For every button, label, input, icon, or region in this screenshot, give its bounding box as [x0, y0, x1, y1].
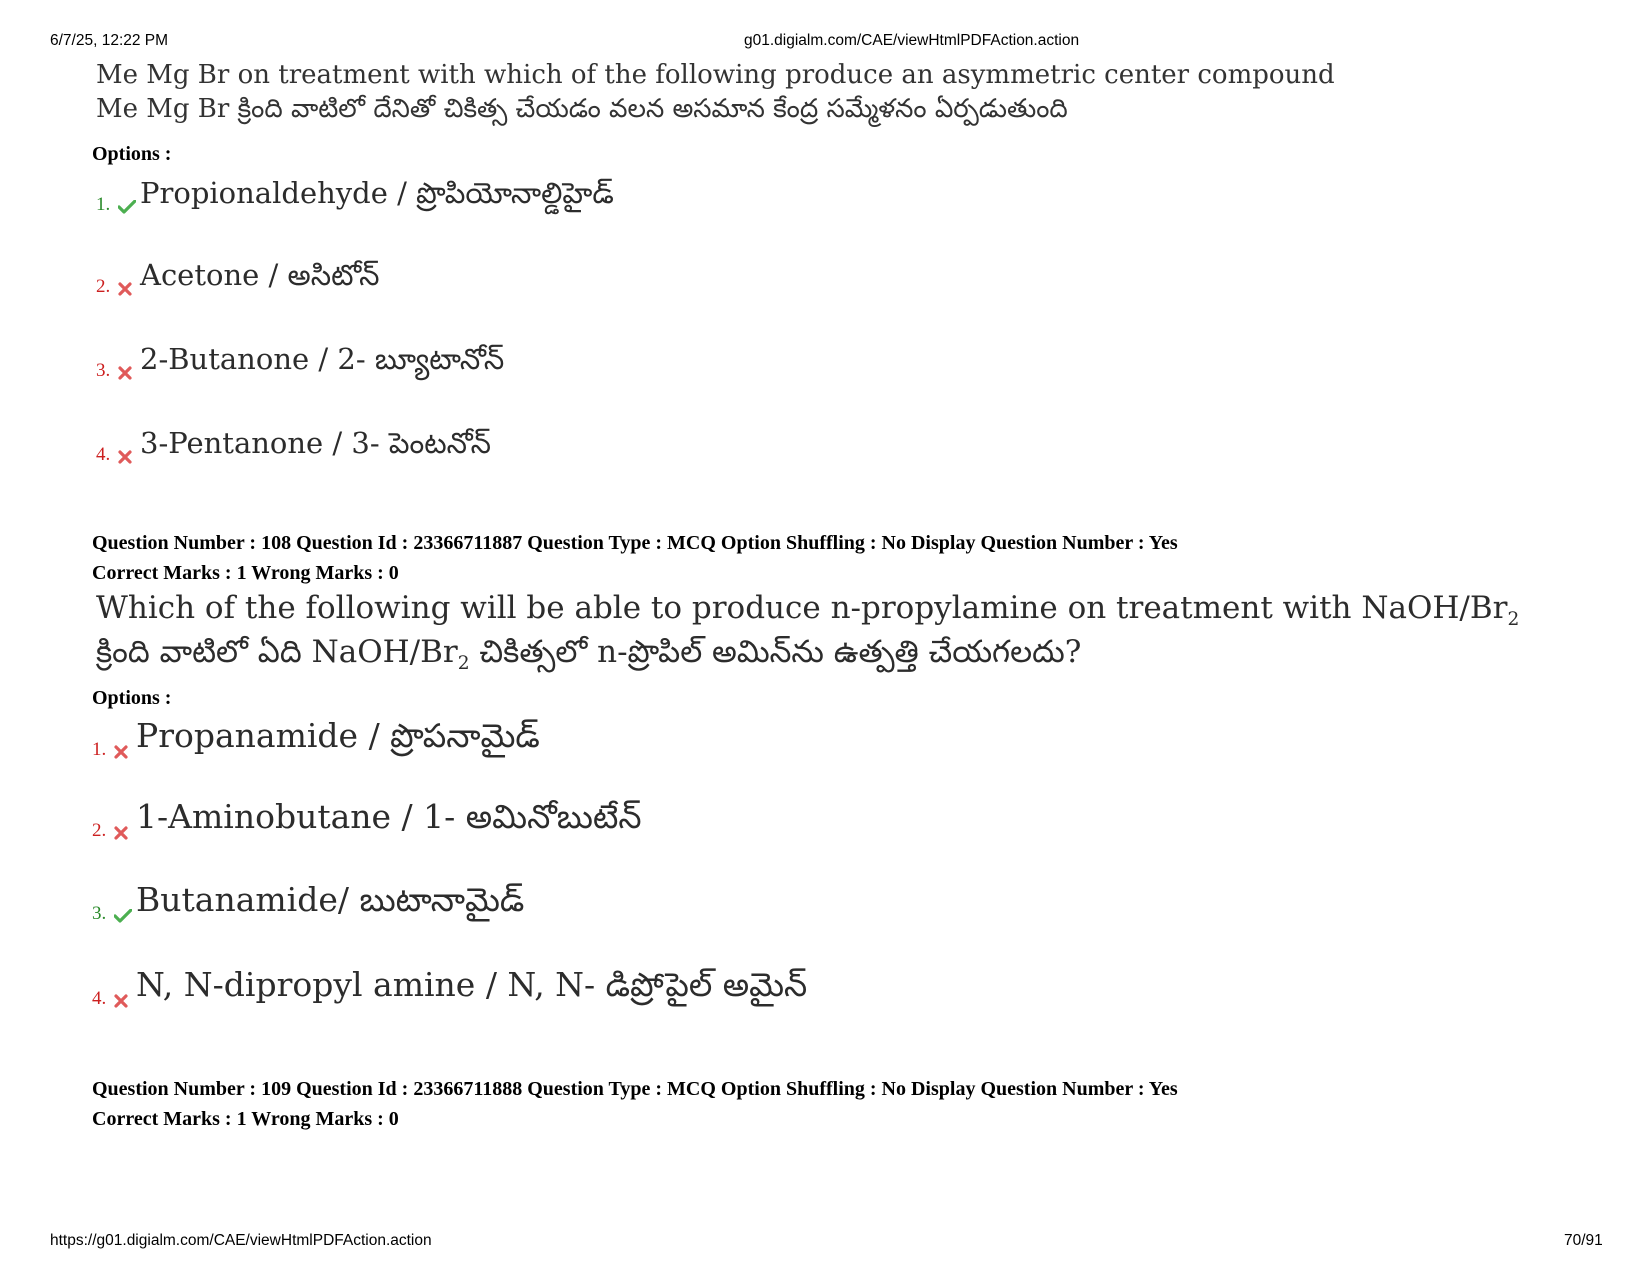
option-4 — [96, 426, 1626, 468]
footer-url: https://g01.digialm.com/CAE/viewHtmlPDFAction.action — [50, 1232, 432, 1249]
question-text-te — [96, 632, 1626, 677]
option-number: 2. — [96, 275, 111, 297]
question-109 — [92, 1074, 1626, 1134]
question-text-te-post: చికిత్సలో n-ప్రొపిల్ అమిన్‌ను ఉత్పత్తి చేయగలదు? — [469, 634, 1082, 671]
question-marks: Correct Marks : 1 Wrong Marks : 0 — [92, 561, 399, 584]
option-text: 3-Pentanone / 3- పెంటనోన్ — [140, 425, 492, 460]
option-text: 2-Butanone / 2- బ్యూటానోన్ — [140, 341, 505, 376]
cross-icon — [118, 282, 140, 296]
cross-icon — [118, 366, 140, 380]
question-107 — [92, 58, 1626, 468]
option-number: 1. — [92, 739, 107, 761]
question-marks: Correct Marks : 1 Wrong Marks : 0 — [92, 1108, 399, 1131]
option-number: 4. — [92, 988, 107, 1010]
subscript: 2 — [457, 653, 470, 675]
footer-page-number: 70/91 — [1564, 1232, 1603, 1249]
question-text-te-pre: క్రింది వాటిలో ఏది NaOH/Br — [96, 634, 458, 671]
option-2 — [96, 258, 1626, 300]
header-url: g01.digialm.com/CAE/viewHtmlPDFAction.action — [744, 32, 1080, 49]
option-number: 3. — [92, 903, 107, 925]
option-text: Acetone / అసిటోన్ — [140, 257, 380, 292]
options-label: Options : — [92, 142, 172, 165]
cross-icon — [114, 826, 136, 840]
cross-icon — [118, 450, 140, 464]
header-datetime: 6/7/25, 12:22 PM — [50, 32, 169, 49]
question-text-en: Me Mg Br on treatment with which of the following produce an asymmetric center compound — [96, 60, 1335, 90]
option-text: 1-Aminobutane / 1- అమినోబుటేన్ — [136, 797, 642, 837]
question-meta: Question Number : 108 Question Id : 23366711887 Question Type : MCQ Option Shuffling : No Display Question Number : Yes — [92, 531, 1178, 554]
option-number: 3. — [96, 359, 111, 381]
question-108 — [92, 528, 1626, 1012]
option-text: N, N-dipropyl amine / N, N- డిప్రోపైల్ అమైన్ — [136, 965, 808, 1005]
option-2 — [92, 797, 1626, 844]
cross-icon — [114, 994, 136, 1008]
option-3 — [92, 880, 1626, 927]
question-text-te: Me Mg Br క్రింది వాటిలో దేనితో చికిత్స చేయడం వలన అసమాన కేంద్ర సమ్మేళనం ఏర్పడుతుంది — [96, 94, 1068, 125]
option-number: 1. — [96, 193, 111, 215]
cross-icon — [114, 745, 136, 759]
page-content — [92, 58, 1626, 1134]
options-label: Options : — [92, 687, 172, 710]
question-meta: Question Number : 109 Question Id : 23366711888 Question Type : MCQ Option Shuffling : No Display Question Number : Yes — [92, 1078, 1178, 1101]
check-icon — [118, 200, 140, 214]
question-text-en — [96, 588, 1626, 633]
check-icon — [114, 909, 136, 923]
option-1 — [92, 716, 1626, 763]
option-3 — [96, 342, 1626, 384]
option-text: Propanamide / ప్రొపనామైడ్ — [136, 716, 540, 756]
option-1 — [96, 176, 1626, 218]
option-4 — [92, 965, 1626, 1012]
option-text: Butanamide/ బుటానామైడ్ — [136, 880, 525, 920]
question-text-en-main: Which of the following will be able to produce n-propylamine on treatment with NaOH/Br — [96, 589, 1508, 626]
option-number: 2. — [92, 820, 107, 842]
option-text: Propionaldehyde / ప్రొపియోనాల్డిహైడ్ — [140, 175, 614, 210]
option-number: 4. — [96, 443, 111, 465]
subscript: 2 — [1507, 608, 1520, 630]
